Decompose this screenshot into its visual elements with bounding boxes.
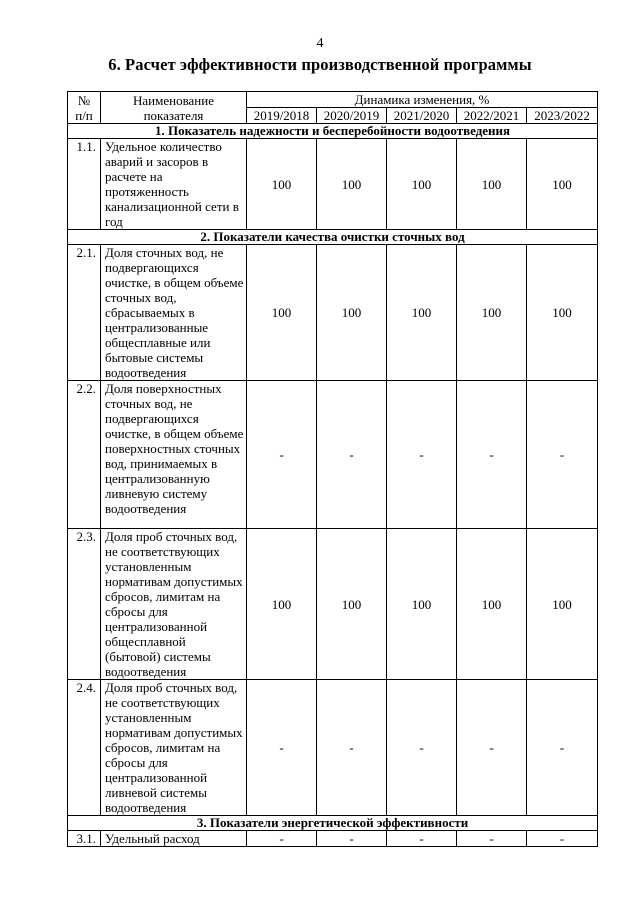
- header-year: 2019/2018: [247, 108, 317, 124]
- row-value: -: [387, 831, 457, 847]
- row-value: 100: [387, 245, 457, 381]
- row-value: 100: [457, 245, 527, 381]
- row-value: 100: [527, 529, 598, 680]
- row-value: -: [387, 381, 457, 529]
- header-name-label: Наименование: [133, 92, 214, 108]
- row-value: 100: [247, 139, 317, 230]
- header-number-cell: [68, 92, 101, 124]
- header-name-cell: [101, 92, 247, 124]
- row-name: Доля поверхностных сточных вод, не подвергающихся очистке, в общем объеме поверхностных сточных вод, принимаемых в централизованную ливневую систему водоотведения: [101, 381, 247, 529]
- row-value: 100: [317, 529, 387, 680]
- row-value: 100: [457, 529, 527, 680]
- row-value: -: [457, 831, 527, 847]
- section-title: 1. Показатель надежности и бесперебойности водоотведения: [68, 124, 598, 139]
- row-number: 1.1.: [68, 139, 101, 230]
- section-title: 3. Показатели энергетической эффективности: [68, 816, 598, 831]
- header-year: 2020/2019: [317, 108, 387, 124]
- page-title: 6. Расчет эффективности производственной программы: [108, 55, 532, 74]
- row-name: Доля проб сточных вод, не соответствующих установленным нормативам допустимых сбросов, лимитам на сбросы для централизованной общесплавной (бытовой) системы водоотведения: [101, 529, 247, 680]
- row-number: 2.4.: [68, 680, 101, 816]
- header-year: 2023/2022: [527, 108, 598, 124]
- row-value: -: [247, 381, 317, 529]
- row-value: 100: [527, 139, 598, 230]
- row-value: 100: [457, 139, 527, 230]
- header-number-label: №: [77, 92, 91, 108]
- page-number: 4: [316, 36, 324, 51]
- row-name: Доля сточных вод, не подвергающихся очистке, в общем объеме сточных вод, сбрасываемых в централизованные общесплавные или бытовые системы водоотведения: [101, 245, 247, 381]
- efficiency-table: [67, 91, 598, 847]
- row-number: 2.3.: [68, 529, 101, 680]
- row-value: -: [247, 680, 317, 816]
- row-name: Удельное количество аварий и засоров в расчете на протяженность канализационной сети в год: [101, 139, 247, 230]
- header-number-sublabel: п/п: [75, 107, 93, 123]
- row-name: Доля проб сточных вод, не соответствующих установленным нормативам допустимых сбросов, лимитам на сбросы для централизованной ливневой системы водоотведения: [101, 680, 247, 816]
- section-title: 2. Показатели качества очистки сточных вод: [68, 230, 598, 245]
- header-name-sublabel: показателя: [143, 107, 204, 123]
- row-number: 2.2.: [68, 381, 101, 529]
- header-dynamics: Динамика изменения, %: [247, 92, 598, 108]
- row-value: -: [527, 381, 598, 529]
- row-value: -: [317, 831, 387, 847]
- row-value: 100: [317, 245, 387, 381]
- row-name: Удельный расход: [101, 831, 247, 847]
- row-value: -: [387, 680, 457, 816]
- header-year: 2022/2021: [457, 108, 527, 124]
- row-value: 100: [387, 529, 457, 680]
- row-value: -: [527, 680, 598, 816]
- row-value: 100: [247, 529, 317, 680]
- row-value: 100: [527, 245, 598, 381]
- row-value: -: [457, 680, 527, 816]
- row-number: 2.1.: [68, 245, 101, 381]
- row-number: 3.1.: [68, 831, 101, 847]
- row-value: -: [527, 831, 598, 847]
- row-value: -: [317, 381, 387, 529]
- header-year: 2021/2020: [387, 108, 457, 124]
- row-value: -: [317, 680, 387, 816]
- row-value: 100: [247, 245, 317, 381]
- row-value: -: [457, 381, 527, 529]
- row-value: 100: [387, 139, 457, 230]
- row-value: 100: [317, 139, 387, 230]
- row-value: -: [247, 831, 317, 847]
